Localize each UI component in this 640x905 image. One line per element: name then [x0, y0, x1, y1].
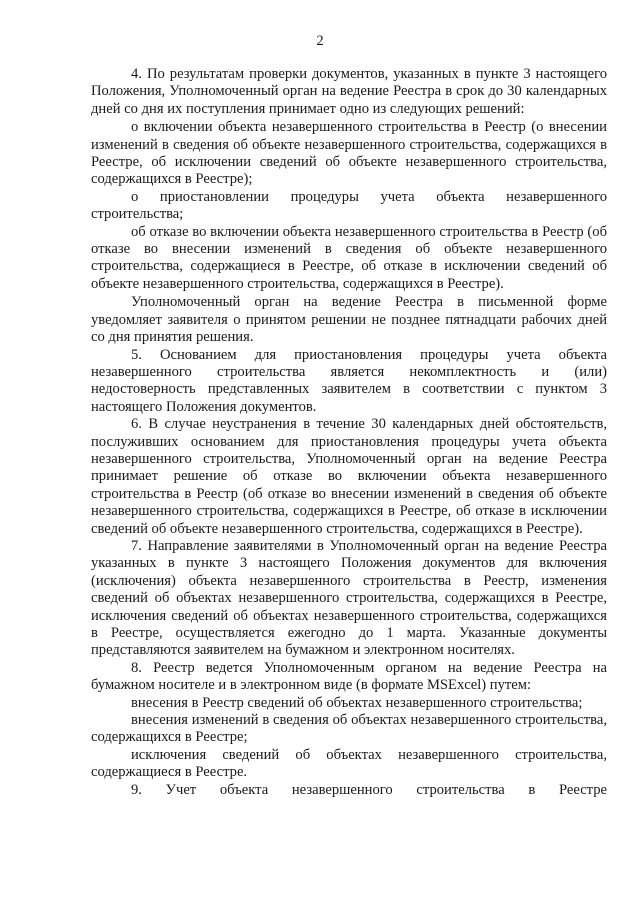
paragraph-8-change: внесения изменений в сведения об объектах незавершенного строительства, содержащихся в Реестре; — [91, 712, 607, 746]
document-body — [91, 66, 607, 799]
paragraph-6: 6. В случае неустранения в течение 30 календарных дней обстоятельств, послуживших основанием для приостановления процедуры учета объекта незавершенного строительства, Уполномоченный орган на ведение Реестра принимает решение об отказе во включении объекта незавершенного строительства в Реестр (об отказе во внесении изменений в сведения об объекте незавершенного строительства, содержащихся в Реестре, об отказе в исключении сведений об объекте незавершенного строительства, содержащихся в Реестре). — [91, 416, 607, 537]
paragraph-notification: Уполномоченный орган на ведение Реестра в письменной форме уведомляет заявителя о принятом решении не позднее пятнадцати рабочих дней со дня принятия решения. — [91, 294, 607, 346]
paragraph-decision-include: о включении объекта незавершенного строительства в Реестр (о внесении изменений в сведения об объекте незавершенного строительства, содержащихся в Реестре, об исключении сведений об объекте незавершенного строительства, содержащихся в Реестре); — [91, 119, 607, 188]
paragraph-5: 5. Основанием для приостановления процедуры учета объекта незавершенного строительства является некомплектность и (или) недостоверность представленных заявителем в соответствии с пунктом 3 настоящего Положения документов. — [91, 346, 607, 415]
paragraph-9: 9. Учет объекта незавершенного строительства в Реестре — [131, 781, 607, 798]
paragraph-8: 8. Реестр ведется Уполномоченным органом на ведение Реестра на бумажном носителе и в электронном виде (в формате MSExcel) путем: — [91, 659, 607, 694]
paragraph-4: 4. По результатам проверки документов, указанных в пункте 3 настоящего Положения, Уполномоченный орган на ведение Реестра в срок до 30 календарных дней со дня их поступления принимает одно из следующих решений: — [91, 66, 607, 117]
paragraph-8-exclude: исключения сведений об объектах незавершенного строительства, содержащиеся в Реестре. — [91, 746, 607, 781]
paragraph-7: 7. Направление заявителями в Уполномоченный орган на ведение Реестра указанных в пункте 3 настоящего Положения документов для включения (исключения) объекта незавершенного строительства в Реестр, изменения сведений об объектах незавершенного строительства, содержащихся в Реестре, исключения сведений об объектах незавершенного строительства, содержащихся в Реестре, осуществляется ежегодно до 1 марта. Указанные документы представляются заявителем на бумажном и электронном носителях. — [91, 537, 607, 659]
paragraph-decision-suspend: о приостановлении процедуры учета объекта незавершенного строительства; — [91, 188, 607, 223]
page-number: 2 — [316, 33, 324, 49]
paragraph-8-include: внесения в Реестр сведений об объектах незавершенного строительства; — [131, 694, 583, 711]
paragraph-decision-refuse: об отказе во включении объекта незавершенного строительства в Реестр (об отказе во внесении изменений в сведения об объекте незавершенного строительства, содержащиеся в Реестре, об отказе в исключении сведений об объекте незавершенного строительства, содержащихся в Реестре). — [91, 223, 607, 292]
